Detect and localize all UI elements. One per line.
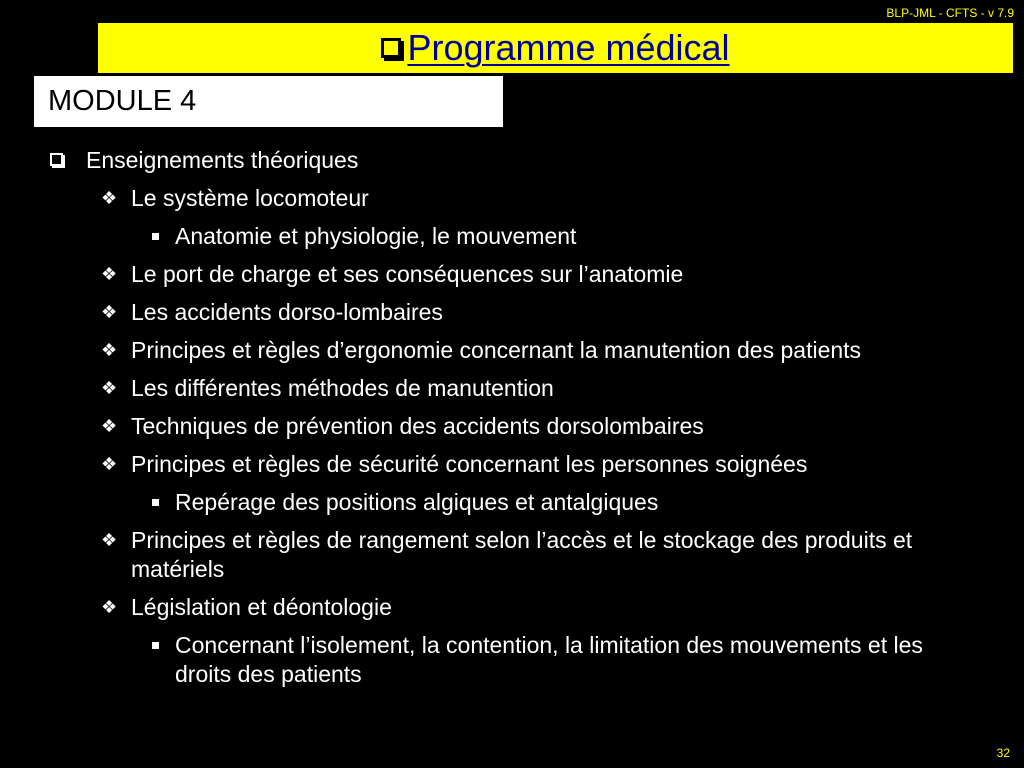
- list-item: [0, 184, 1024, 213]
- list-item-text: Principes et règles de rangement selon l’accès et le stockage des produits et matériels: [131, 527, 913, 582]
- diamond-bullet-icon: ❖: [101, 416, 118, 436]
- list-item-text: Les différentes méthodes de manutention: [131, 375, 554, 401]
- list-item: [0, 593, 1024, 622]
- list-item: [0, 298, 1024, 327]
- list-item-text: Concernant l’isolement, la contention, la limitation des mouvements et les droits des patients: [175, 632, 923, 687]
- version-label: BLP-JML - CFTS - v 7.9: [886, 6, 1014, 20]
- diamond-bullet-icon: ❖: [101, 340, 118, 360]
- list-item: [0, 222, 1024, 251]
- bullet-list: [0, 146, 1024, 698]
- list-item-text: Le système locomoteur: [131, 185, 369, 211]
- list-item: [0, 631, 1024, 689]
- slide-title-label: Programme médical: [407, 27, 730, 68]
- list-item: [0, 146, 1024, 175]
- list-item: [0, 336, 1024, 365]
- module-label: MODULE 4: [48, 85, 197, 117]
- list-item-text: Les accidents dorso-lombaires: [131, 299, 443, 325]
- diamond-bullet-icon: ❖: [101, 597, 118, 617]
- list-item: [0, 260, 1024, 289]
- square-bullet-icon: [50, 153, 63, 166]
- list-item-text: Anatomie et physiologie, le mouvement: [175, 223, 577, 249]
- square-bullet-icon: [381, 38, 401, 58]
- small-square-bullet-icon: [152, 642, 159, 649]
- list-item: [0, 526, 1024, 584]
- small-square-bullet-icon: [152, 499, 159, 506]
- list-item-text: Principes et règles d’ergonomie concernant la manutention des patients: [131, 337, 862, 363]
- list-item: [0, 412, 1024, 441]
- diamond-bullet-icon: ❖: [101, 264, 118, 284]
- diamond-bullet-icon: ❖: [101, 188, 118, 208]
- list-item-text: Principes et règles de sécurité concernant les personnes soignées: [131, 451, 808, 477]
- module-heading: [34, 76, 503, 127]
- diamond-bullet-icon: ❖: [101, 530, 118, 550]
- list-item-text: Le port de charge et ses conséquences sur l’anatomie: [131, 261, 684, 287]
- diamond-bullet-icon: ❖: [101, 378, 118, 398]
- diamond-bullet-icon: ❖: [101, 302, 118, 322]
- list-item-text: Législation et déontologie: [131, 594, 392, 620]
- page-number: 32: [996, 746, 1010, 760]
- list-item-text: Enseignements théoriques: [86, 147, 359, 173]
- small-square-bullet-icon: [152, 233, 159, 240]
- diamond-bullet-icon: ❖: [101, 454, 118, 474]
- slide-title: [381, 27, 729, 69]
- list-item: [0, 450, 1024, 479]
- title-bar: [98, 23, 1013, 73]
- list-item: [0, 488, 1024, 517]
- list-item-text: Techniques de prévention des accidents dorsolombaires: [131, 413, 704, 439]
- list-item: [0, 374, 1024, 403]
- list-item-text: Repérage des positions algiques et antalgiques: [175, 489, 659, 515]
